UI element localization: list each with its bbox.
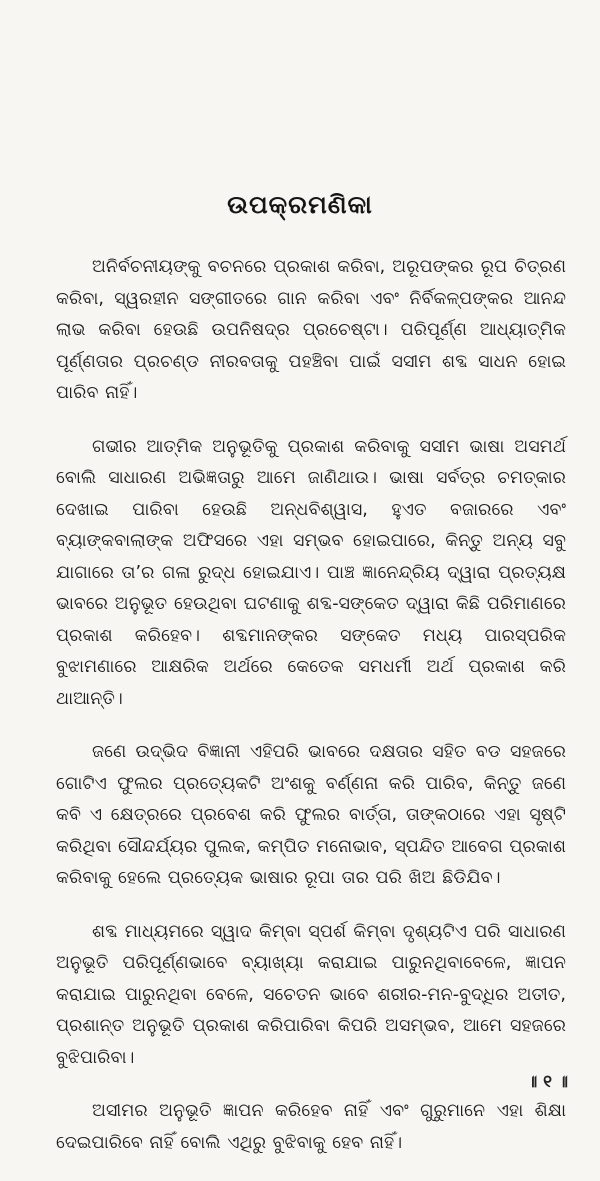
paragraph-1: ଅନିର୍ବଚନୀୟଙ୍କୁ ବଚନରେ ପ୍ରକାଶ କରିବା, ଅରୂପଙ୍କର ରୂପ ଚିତ୍ରଣ କରିବା, ସ୍ୱରହୀନ ସଙ୍ଗୀତରେ ଗାନ କରିବା ଏବଂ ନିର୍ବିକଳ୍ପଙ୍କର ଆନନ୍ଦ ଲାଭ କରିବା ହେଉଛି ଉପନିଷଦ୍‌ର ପ୍ରଚେଷ୍ଟା। ପରିପୂର୍ଣ୍ଣ ଆଧ୍ୟାତ୍ମିକ ପୂର୍ଣ୍ଣତାର ପ୍ରଚଣ୍ଡ ନୀରବତାକୁ ପହଞ୍ଚିବା ପାଇଁ ସସୀମ ଶବ୍ଦ ସାଧନ ହୋଇ ପାରିବ ନାହିଁ।	[56, 257, 566, 403]
paragraph-3: ଜଣେ ଉଦ୍ଭିଦ ବିଜ୍ଞାନୀ ଏହିପରି ଭାବରେ ଦକ୍ଷତାର ସହିତ ବଡ ସହଜରେ ଗୋଟିଏ ଫୁଲର ପ୍ରତ୍ୟେକଟି ଅଂଶକୁ ବର୍ଣ୍ଣନା କରି ପାରିବ, କିନ୍ତୁ ଜଣେ କବି ଏ କ୍ଷେତ୍ରରେ ପ୍ରବେଶ କରି ଫୁଲର ବାର୍ତ୍ତା, ତାଙ୍କଠାରେ ଏହା ସୃଷ୍ଟି କରିଥିବା ସୌନ୍ଦର୍ଯ୍ୟର ପୁଲକ, କମ୍ପିତ ମନୋଭାବ, ସ୍ପନ୍ଦିତ ଆବେଗ ପ୍ରକାଶ କରିବାକୁ ହେଲେ ପ୍ରତ୍ୟେକ ଭାଷାର ରୂପା ତାର ପରି ଖିଅ ଛିଡିଯିବ।	[56, 742, 566, 888]
body-text	[56, 252, 566, 1181]
paragraph-5: ଅସୀମର ଅନୁଭୂତି ଜ୍ଞାପନ କରିହେବ ନାହିଁ ଏବଂ ଗୁରୁମାନେ ଏହା ଶିକ୍ଷା ଦେଇପାରିବେ ନାହିଁ ବୋଲି ଏଥିରୁ ବୁଝିବାକୁ ହେବ ନାହିଁ।	[56, 1101, 566, 1153]
chapter-title: ଉପକ୍ରମଣିକା	[227, 190, 373, 219]
paragraph-4: ଶବ୍ଦ ମାଧ୍ୟମରେ ସ୍ୱାଦ କିମ୍ବା ସ୍ପର୍ଶ କିମ୍ବା ଦୃଶ୍ୟଟିଏ ପରି ସାଧାରଣ ଅନୁଭୂତି ପରିପୂର୍ଣ୍ଣଭାବେ ବ୍ୟାଖ୍ୟା କରାଯାଇ ପାରୁନଥିବାବେଳେ, ଜ୍ଞାପନ କରାଯାଇ ପାରୁନଥିବା ବେଳେ, ସଚେତନ ଭାବେ ଶରୀର-ମନ-ବୁଦ୍ଧିର ଅତୀତ, ପ୍ରଶାନ୍ତ ଅନୁଭୂତି ପ୍ରକାଶ କରିପାରିବା କିପରି ଅସମ୍ଭବ, ଆମେ ସହଜରେ ବୁଝିପାରିବା।	[56, 921, 566, 1068]
paragraph-2: ଗଭୀର ଆତ୍ମିକ ଅନୁଭୂତିକୁ ପ୍ରକାଶ କରିବାକୁ ସସୀମ ଭାଷା ଅସମର୍ଥ ବୋଲି ସାଧାରଣ ଅଭିଜ୍ଞତାରୁ ଆମେ ଜାଣିଥାଉ। ଭାଷା ସର୍ବତ୍ର ଚମତ୍କାର ଦେଖାଇ ପାରିବା ହେଉଛି ଅନ୍ଧବିଶ୍ୱାସ, ହୁଏତ ବଜାରରେ ଏବଂ ବ୍ୟାଙ୍କବାଲାଙ୍କ ଅଫିସରେ ଏହା ସମ୍ଭବ ହୋଇପାରେ, କିନ୍ତୁ ଅନ୍ୟ ସବୁ ଯାଗାରେ ତା’ର ଗଳା ରୁଦ୍ଧ ହୋଇଯାଏ। ପାଞ୍ଚ ଜ୍ଞାନେନ୍ଦ୍ରିୟ ଦ୍ୱାରା ପ୍ରତ୍ୟକ୍ଷ ଭାବରେ ଅନୁଭୂତ ହେଉଥିବା ଘଟଣାକୁ ଶବ୍ଦ-ସଙ୍କେତ ଦ୍ୱାରା କିଛି ପରିମାଣରେ ପ୍ରକାଶ କରିହେବ। ଶବ୍ଦମାନଙ୍କର ସଙ୍କେତ ମଧ୍ୟ ପାରସ୍ପରିକ ବୁଝାମଣାରେ ଆକ୍ଷରିକ ଅର୍ଥରେ କେତେକ ସମଧର୍ମୀ ଅର୍ଥ ପ୍ରକାଶ କରି ଥାଆନ୍ତି।	[56, 436, 566, 709]
page-number: ॥ ୧ ॥	[527, 1072, 568, 1092]
